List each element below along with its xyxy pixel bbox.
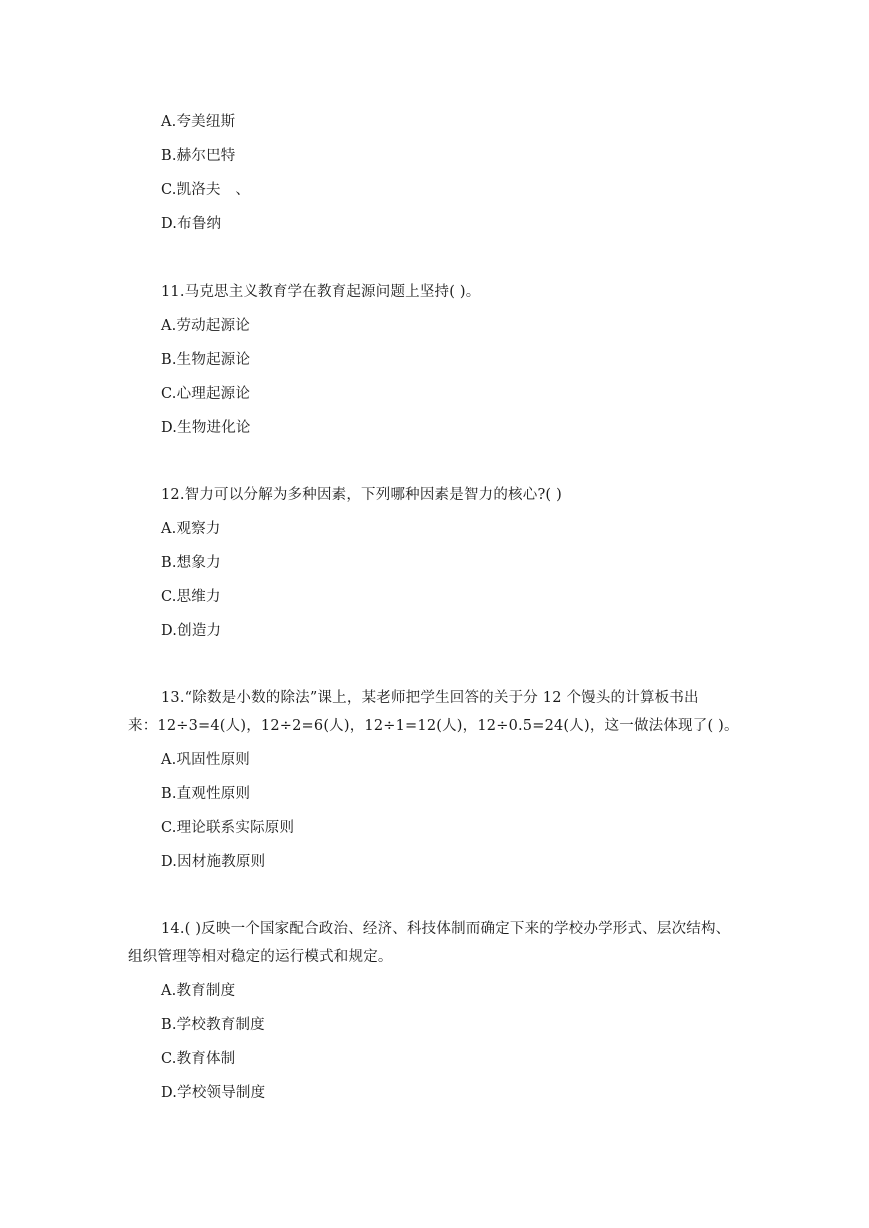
- q10-option-b: B.赫尔巴特: [161, 148, 236, 164]
- q13-option-a: A.巩固性原则: [161, 752, 250, 768]
- q12-option-a: A.观察力: [161, 521, 221, 537]
- q11-option-d: D.生物进化论: [161, 420, 251, 436]
- q10-option-a: A.夸美纽斯: [161, 114, 236, 130]
- q12-option-d: D.创造力: [161, 623, 222, 639]
- q13-stem-line2: 来：12÷3=4(人)，12÷2=6(人)，12÷1=12(人)，12÷0.5=24(人)，这一做法体现了( )。: [128, 718, 739, 734]
- q14-stem-line1: 14.( )反映一个国家配合政治、经济、科技体制而确定下来的学校办学形式、层次结构、: [161, 921, 731, 937]
- q14-option-d: D.学校领导制度: [161, 1085, 266, 1101]
- q14-option-b: B.学校教育制度: [161, 1017, 265, 1033]
- q13-option-c: C.理论联系实际原则: [161, 820, 295, 836]
- q12-stem: 12.智力可以分解为多种因素，下列哪种因素是智力的核心?( ): [161, 487, 562, 503]
- q12-option-b: B.想象力: [161, 555, 221, 571]
- q14-option-c: C.教育体制: [161, 1051, 236, 1067]
- q13-option-b: B.直观性原则: [161, 786, 251, 802]
- q11-option-a: A.劳动起源论: [161, 318, 250, 334]
- q11-stem: 11.马克思主义教育学在教育起源问题上坚持( )。: [161, 284, 481, 300]
- q14-stem-line2: 组织管理等相对稳定的运行模式和规定。: [128, 949, 393, 965]
- q12-option-c: C.思维力: [161, 589, 221, 605]
- q10-option-c: C.凯洛夫 、: [161, 182, 251, 198]
- q10-option-d: D.布鲁纳: [161, 216, 222, 232]
- q13-stem-line1: 13.“除数是小数的除法”课上，某老师把学生回答的关于分 12 个馒头的计算板书出: [161, 690, 699, 706]
- q14-option-a: A.教育制度: [161, 983, 236, 999]
- q11-option-c: C.心理起源论: [161, 386, 251, 402]
- q13-option-d: D.因材施教原则: [161, 854, 266, 870]
- q11-option-b: B.生物起源论: [161, 352, 251, 368]
